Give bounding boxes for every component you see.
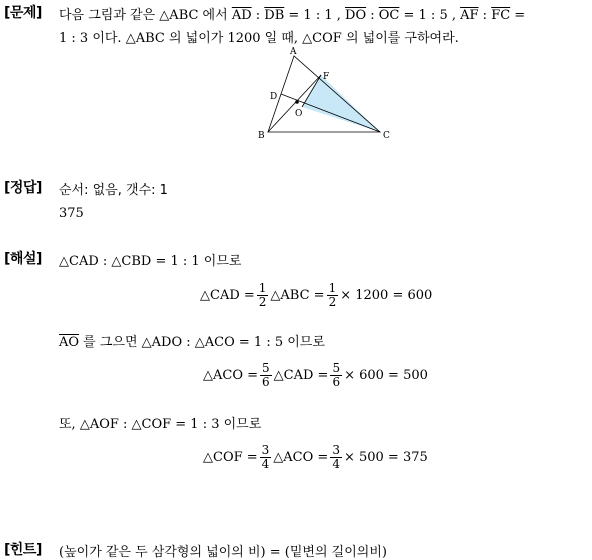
fraction	[260, 444, 272, 471]
numerator: 3	[332, 443, 340, 457]
solution-line-3: 또, △AOF : △COF = 1 : 3 이므로	[59, 417, 262, 432]
solution-line-2-text: 를 그으면 △ADO : △ACO = 1 : 5 이므로	[79, 335, 325, 350]
answer-label: [정답]	[4, 180, 42, 196]
denominator: 6	[332, 375, 341, 389]
hint-label: [힌트]	[4, 542, 42, 558]
ratio-colon: :	[478, 8, 492, 23]
equation-1	[200, 282, 432, 309]
segment-ao: $\overline{AO}$	[59, 335, 80, 350]
eq1-lhs: △CAD =	[200, 288, 255, 303]
point-o	[295, 100, 299, 104]
triangle-cof-shaded	[302, 75, 380, 132]
label-b: B	[258, 131, 265, 141]
eq2-mid: △CAD =	[273, 368, 329, 383]
denominator: 2	[258, 295, 267, 309]
solution-line-1: △CAD : △CBD = 1 : 1 이므로	[59, 254, 242, 269]
ratio-colon: :	[366, 8, 379, 23]
eq2-rhs: × 600 = 500	[344, 368, 428, 383]
label-f: F	[323, 72, 330, 82]
label-a: A	[290, 47, 297, 57]
answer-order-count: 순서: 없음, 갯수: 1	[59, 183, 168, 198]
eq3-mid: △ACO =	[273, 450, 329, 465]
label-d: D	[270, 92, 278, 102]
eq3-lhs: △COF =	[203, 450, 258, 465]
solution-label: [해설]	[4, 251, 42, 267]
numerator: 1	[258, 281, 267, 295]
eq3-rhs: × 500 = 375	[343, 450, 428, 465]
segment-oc: $\overline{OC}$	[378, 8, 400, 23]
triangle-figure	[250, 45, 400, 145]
fraction	[260, 362, 272, 389]
numerator: 1	[328, 281, 337, 295]
numerator: 5	[262, 361, 270, 375]
eq1-mid: △ABC =	[270, 288, 325, 303]
solution-line-2	[59, 331, 325, 350]
ratio-value: = 1 : 5 ,	[399, 8, 461, 23]
denominator: 2	[328, 295, 337, 309]
label-c: C	[383, 131, 390, 141]
fraction	[327, 282, 339, 309]
denominator: 4	[332, 457, 340, 471]
problem-line-2: 1 : 3 이다. △ABC 의 넓이가 1200 일 때, △COF 의 넓이를 구하여라.	[59, 31, 459, 46]
segment-ad: $\overline{AD}$	[231, 8, 252, 23]
problem-label: [문제]	[4, 5, 42, 21]
problem-line-1	[59, 4, 525, 23]
problem-text-prefix: 다음 그림과 같은 △ABC 에서	[59, 8, 232, 23]
numerator: 3	[261, 443, 270, 457]
numerator: 5	[332, 361, 341, 375]
answer-value: 375	[59, 206, 84, 221]
equation-2	[203, 362, 428, 389]
segment-do: $\overline{DO}$	[345, 8, 367, 23]
ratio-value: = 1 : 1 ,	[284, 8, 346, 23]
hint-text: (높이가 같은 두 삼각형의 넓이의 비) = (밑변의 길이의비)	[59, 545, 387, 560]
segment-db: $\overline{DB}$	[264, 8, 285, 23]
denominator: 6	[262, 375, 270, 389]
segment-af: $\overline{AF}$	[460, 8, 479, 23]
fraction	[330, 444, 342, 471]
eq1-rhs: × 1200 = 600	[340, 288, 433, 303]
fraction	[330, 362, 342, 389]
segment-fc: $\overline{FC}$	[491, 8, 511, 23]
equation-3	[203, 444, 428, 471]
fraction	[257, 282, 269, 309]
eq2-lhs: △ACO =	[203, 368, 259, 383]
label-o: O	[295, 109, 303, 119]
denominator: 4	[261, 457, 270, 471]
ratio-value: =	[510, 8, 526, 23]
ratio-colon: :	[251, 8, 265, 23]
